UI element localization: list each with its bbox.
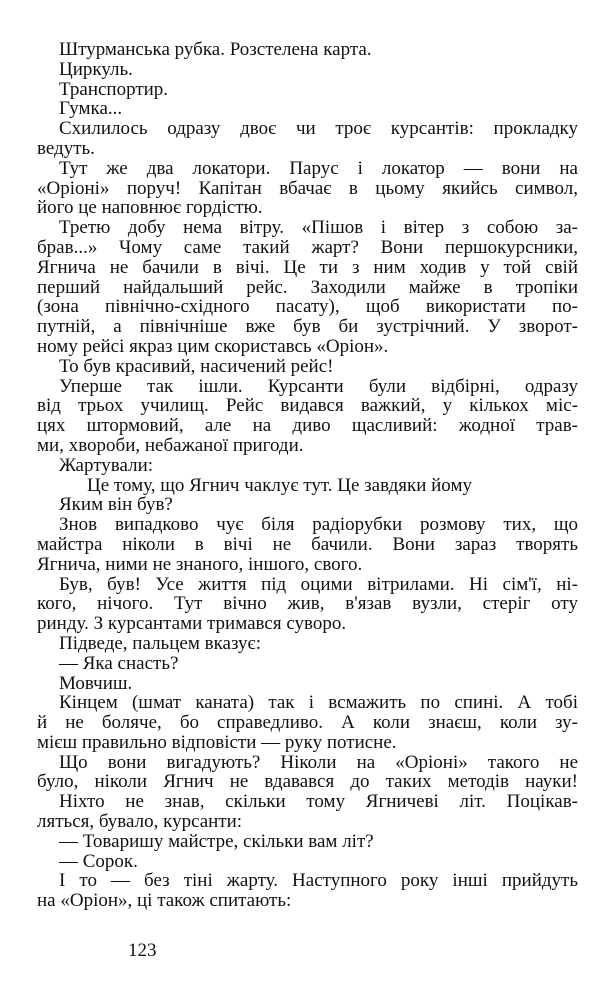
text-line: кого, нічого. Тут вічно жив, в'язав вузли, стеріг оту	[37, 594, 578, 615]
text-line: майстра ніколи в вічі не бачили. Вони зараз творять	[37, 534, 578, 555]
text-line: його це наповнює гордістю.	[37, 197, 263, 219]
text-line: було, ніколи Ягнич не вдавався до таких методів науки!	[37, 772, 578, 793]
text-line: ведуть.	[37, 137, 95, 159]
page-number: 123	[128, 940, 157, 961]
text-line: Що вони вигадують? Ніколи на «Оріоні» такого не	[59, 752, 578, 773]
text-line: То був красивий, насичений рейс!	[59, 355, 334, 377]
text-line: Жартували:	[59, 454, 154, 476]
text-line: путній, а північніше вже був би зустрічний. У зворот-	[37, 317, 578, 337]
text-line: Яким він був?	[59, 494, 173, 516]
text-line: Знов випадково чує біля радіорубки розмову тих, що	[59, 515, 578, 535]
text-line: брав...» Чому саме такий жарт? Вони першокурсники,	[37, 237, 578, 258]
text-line: — Яка снасть?	[59, 652, 179, 674]
text-line: — Сорок.	[59, 850, 138, 872]
text-line: (зона північно-східного пасату), щоб використати по-	[37, 297, 578, 318]
text-line: Гумка...	[59, 98, 123, 120]
text-line: Ягнича, ними не знаного, іншого, свого.	[37, 553, 363, 575]
text-line: — Товаришу майстре, скільки вам літ?	[59, 830, 374, 852]
text-line: перший найдальший рейс. Заходили майже в тропіки	[37, 277, 578, 298]
text-line: Уперше так ішли. Курсанти були відбірні, одразу	[59, 376, 578, 397]
text-line: Циркуль.	[59, 58, 133, 80]
text-line: Транспортир.	[59, 78, 169, 100]
text-line: І то — без тіні жарту. Наступного року інші прийдуть	[59, 871, 578, 892]
text-line: й не боляче, бо справедливо. А коли знаєш, коли зу-	[37, 713, 578, 733]
text-line: цях штормовий, але на диво щасливий: жодної трав-	[37, 416, 578, 436]
text-line: мієш правильно відповісти — руку потисне.	[37, 731, 397, 753]
text-line: Ніхто не знав, скільки тому Ягничеві літ. Поцікав-	[59, 792, 578, 813]
text-line: Це тому, що Ягнич чаклує тут. Це завдяки йому	[87, 474, 472, 496]
text-line: Мовчиш.	[59, 672, 133, 694]
text-line: Тут же два локатори. Парус і локатор — вони на	[59, 158, 578, 179]
text-line: на «Оріон», ці також спитають:	[37, 890, 292, 912]
text-line: Третю добу нема вітру. «Пішов і вітер з собою за-	[59, 218, 578, 238]
book-page-text	[37, 40, 578, 911]
text-line: Кінцем (шмат каната) так і всмажить по спині. А тобі	[59, 693, 578, 714]
text-line: «Оріоні» поруч! Капітан вбачає в цьому якийсь символ,	[37, 178, 578, 199]
text-line: Ягнича не бачили в вічі. Це ти з ним ходив у той свій	[37, 257, 578, 278]
text-line: Підведе, пальцем вказує:	[59, 632, 261, 654]
text-line: ми, хвороби, небажаної пригоди.	[37, 434, 304, 456]
text-line: ляться, бувало, курсанти:	[37, 811, 243, 833]
text-line: від трьох училищ. Рейс видався важкий, у кількох міс-	[37, 396, 578, 417]
text-line: Схилилось одразу двоє чи троє курсантів: прокладку	[59, 119, 578, 139]
text-line: ному рейсі якраз цим скориставсь «Оріон».	[37, 335, 389, 357]
text-line: Штурманська рубка. Розстелена карта.	[59, 39, 372, 60]
text-line: ринду. З курсантами тримався суворо.	[37, 613, 347, 635]
text-line: Був, був! Усе життя під оцими вітрилами. Ні сім'ї, ні-	[59, 574, 578, 595]
